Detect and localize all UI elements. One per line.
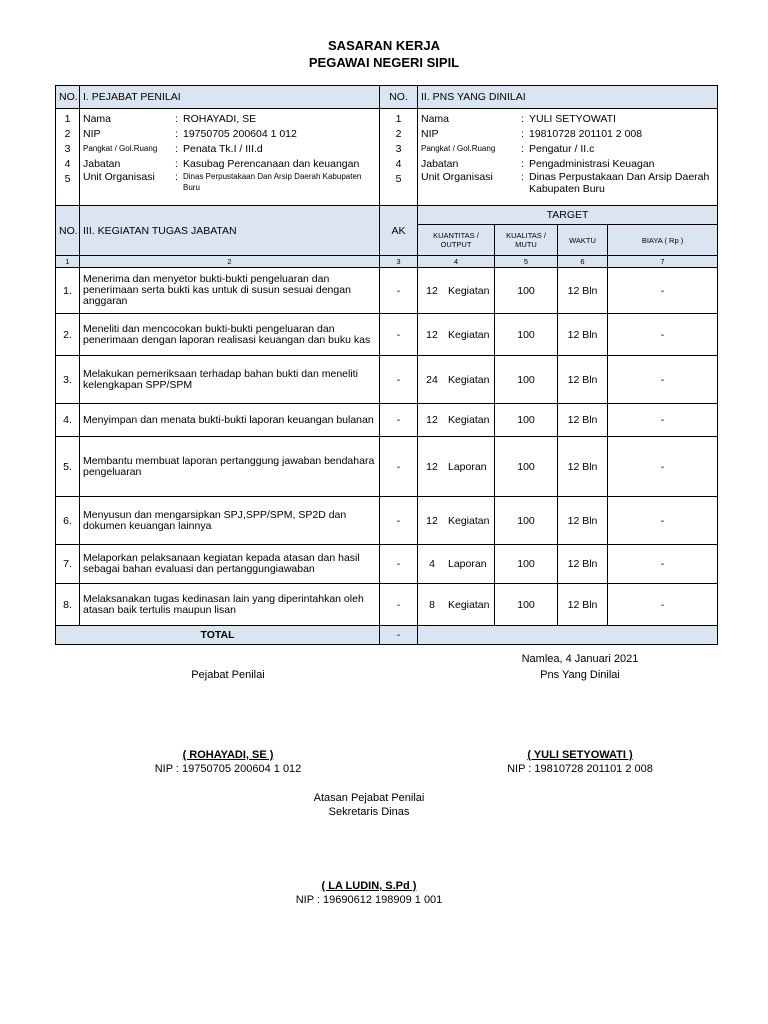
pejabat-pangkat: Penata Tk.I / III.d <box>183 142 263 155</box>
row-kuantitas <box>418 584 495 626</box>
label-jabatan: Jabatan <box>421 157 459 170</box>
table-row <box>56 356 718 404</box>
colnum-5: 5 <box>495 256 558 268</box>
row-waktu: 12 Bln <box>558 437 608 497</box>
row-qty-unit: Kegiatan <box>448 598 490 611</box>
row-ak: - <box>380 545 418 584</box>
row-no: 1. <box>56 268 80 314</box>
row-kegiatan: Melaporkan pelaksanaan kegiatan kepada atasan dan hasil sebagai bahan evaluasi dan pertanggungiawaban <box>80 545 380 584</box>
left-field-numbers: 1 2 3 4 5 <box>56 109 80 206</box>
colnum-2: 2 <box>80 256 380 268</box>
row-biaya: - <box>608 545 718 584</box>
row-qty-unit: Laporan <box>448 460 487 473</box>
atasan-role: Atasan Pejabat Penilai <box>313 792 425 804</box>
table-row <box>56 584 718 626</box>
pns-dinilai-details: Nama : YULI SETYOWATI NIP : 19810728 201101 2 008 Pangkat / Gol.Ruang : Pengatur / II.c Jabatan : Pengadministrasi Keuagan Unit Organisasi : Dinas Perpustakaan Dan Arsip Daerah Kabupaten Buru <box>418 109 718 206</box>
row-mutu: 100 <box>495 356 558 404</box>
label-pangkat: Pangkat / Gol.Ruang <box>421 144 496 153</box>
row-qty-value: 4 <box>429 558 435 570</box>
place-date: Namlea, 4 Januari 2021 <box>521 653 639 665</box>
row-waktu: 12 Bln <box>558 314 608 356</box>
pejabat-nama: ROHAYADI, SE <box>183 112 257 125</box>
row-biaya: - <box>608 404 718 437</box>
row-biaya: - <box>608 356 718 404</box>
row-no: 2. <box>56 314 80 356</box>
row-kegiatan: Melakukan pemeriksaan terhadap bahan bukti dan meneliti kelengkapan SPP/SPM <box>80 356 380 404</box>
row-qty-value: 12 <box>426 414 438 426</box>
sasaran-kerja-table <box>55 85 718 645</box>
row-biaya: - <box>608 268 718 314</box>
label-jabatan: Jabatan <box>83 157 121 170</box>
colnum-4: 4 <box>418 256 495 268</box>
row-no: 5. <box>56 437 80 497</box>
table-row <box>56 314 718 356</box>
table-row <box>56 545 718 584</box>
header-no-left: NO. <box>56 86 80 109</box>
row-biaya: - <box>608 314 718 356</box>
row-waktu: 12 Bln <box>558 404 608 437</box>
row-no: 6. <box>56 497 80 545</box>
pns-jabatan: Pengadministrasi Keuagan <box>529 157 655 170</box>
pejabat-penilai-details: Nama : ROHAYADI, SE NIP : 19750705 200604 1 012 Pangkat / Gol.Ruang : Penata Tk.I / III.d Jabatan : Kasubag Perencanaan dan keuangan Unit Organisasi : Dinas Perpustakaan Dan Arsip Daerah Kabupaten Buru <box>80 109 380 206</box>
row-qty-unit: Kegiatan <box>448 328 490 341</box>
total-label: TOTAL <box>56 626 380 645</box>
row-waktu: 12 Bln <box>558 584 608 626</box>
row-no: 3. <box>56 356 80 404</box>
header-kualitas: KUALITAS / MUTU <box>495 225 558 256</box>
row-qty-value: 12 <box>426 284 438 297</box>
table-row <box>56 404 718 437</box>
label-nip: NIP <box>83 127 101 140</box>
pejabat-jabatan: Kasubag Perencanaan dan keuangan <box>183 157 360 170</box>
pejabat-nip: 19750705 200604 1 012 <box>183 127 297 140</box>
document-title: SASARAN KERJA <box>328 38 440 53</box>
pns-nama: YULI SETYOWATI <box>529 112 616 125</box>
header-waktu: WAKTU <box>558 225 608 256</box>
row-qty-unit: Kegiatan <box>448 284 490 297</box>
row-biaya: - <box>608 584 718 626</box>
row-qty-value: 12 <box>426 514 438 527</box>
table-row <box>56 437 718 497</box>
row-kuantitas <box>418 314 495 356</box>
row-ak: - <box>380 584 418 626</box>
row-mutu: 100 <box>495 404 558 437</box>
row-kuantitas <box>418 437 495 497</box>
total-target <box>418 626 718 645</box>
pejabat-unit: Dinas Perpustakaan Dan Arsip Daerah Kabupaten Buru <box>183 172 362 192</box>
colnum-1: 1 <box>56 256 80 268</box>
row-qty-value: 12 <box>426 328 438 341</box>
label-pangkat: Pangkat / Gol.Ruang <box>83 144 158 153</box>
label-unit: Unit Organisasi <box>421 171 493 183</box>
row-ak: - <box>380 437 418 497</box>
row-mutu: 100 <box>495 584 558 626</box>
header-pns-dinilai: II. PNS YANG DINILAI <box>418 86 718 109</box>
row-ak: - <box>380 356 418 404</box>
row-kegiatan: Menyimpan dan menata bukti-bukti laporan keuangan bulanan <box>80 404 380 437</box>
left-signer-role: Pejabat Penilai <box>191 669 265 681</box>
left-signer-name: ( ROHAYADI, SE ) <box>182 749 274 761</box>
pns-pangkat: Pengatur / II.c <box>529 142 595 155</box>
left-signer-nip: NIP : 19750705 200604 1 012 <box>154 763 302 775</box>
row-no: 8. <box>56 584 80 626</box>
row-kuantitas <box>418 404 495 437</box>
pns-nip: 19810728 201101 2 008 <box>529 127 643 140</box>
row-ak: - <box>380 314 418 356</box>
atasan-name: ( LA LUDIN, S.Pd ) <box>321 880 417 892</box>
row-mutu: 100 <box>495 437 558 497</box>
row-qty-value: 12 <box>426 460 438 473</box>
colnum-3: 3 <box>380 256 418 268</box>
kegiatan-header-title: III. KEGIATAN TUGAS JABATAN <box>80 206 380 256</box>
row-waktu: 12 Bln <box>558 268 608 314</box>
pns-unit: Dinas Perpustakaan Dan Arsip Daerah Kabupaten Buru <box>529 171 710 195</box>
row-qty-value: 24 <box>426 373 438 386</box>
label-nama: Nama <box>421 112 450 125</box>
row-kegiatan: Membantu membuat laporan pertanggung jawaban bendahara pengeluaran <box>80 437 380 497</box>
row-qty-value: 8 <box>429 598 435 611</box>
right-signer-role: Pns Yang Dinilai <box>540 669 620 681</box>
row-kuantitas <box>418 268 495 314</box>
colnum-6: 6 <box>558 256 608 268</box>
label-nama: Nama <box>83 112 112 125</box>
row-kegiatan: Melaksanakan tugas kedinasan lain yang diperintahkan oleh atasan baik tertulis maupun lisan <box>80 584 380 626</box>
header-kuantitas: KUANTITAS / OUTPUT <box>418 225 495 256</box>
row-waktu: 12 Bln <box>558 497 608 545</box>
row-kuantitas <box>418 356 495 404</box>
header-pejabat-penilai: I. PEJABAT PENILAI <box>80 86 380 109</box>
row-no: 4. <box>56 404 80 437</box>
row-kuantitas <box>418 545 495 584</box>
row-mutu: 100 <box>495 545 558 584</box>
row-kuantitas <box>418 497 495 545</box>
row-mutu: 100 <box>495 497 558 545</box>
table-row <box>56 268 718 314</box>
header-no-right: NO. <box>380 86 418 109</box>
row-kegiatan: Menerima dan menyetor bukti-bukti pengeluaran dan penerimaan serta bukti kas untuk di susun sesuai dengan anggaran <box>80 268 380 314</box>
row-ak: - <box>380 268 418 314</box>
row-qty-unit: Kegiatan <box>448 373 490 386</box>
right-field-numbers: 1 2 3 4 5 <box>380 109 418 206</box>
label-nip: NIP <box>421 127 439 140</box>
row-waktu: 12 Bln <box>558 356 608 404</box>
row-no: 7. <box>56 545 80 584</box>
right-signer-name: ( YULI SETYOWATI ) <box>527 749 633 761</box>
kegiatan-header-target: TARGET <box>418 206 718 225</box>
total-ak: - <box>380 626 418 645</box>
row-mutu: 100 <box>495 314 558 356</box>
row-mutu: 100 <box>495 268 558 314</box>
row-ak: - <box>380 497 418 545</box>
label-unit: Unit Organisasi <box>83 171 155 183</box>
row-biaya: - <box>608 497 718 545</box>
row-waktu: 12 Bln <box>558 545 608 584</box>
atasan-position: Sekretaris Dinas <box>328 806 410 818</box>
document-subtitle: PEGAWAI NEGERI SIPIL <box>308 55 460 70</box>
atasan-nip: NIP : 19690612 198909 1 001 <box>295 894 443 906</box>
row-qty-unit: Kegiatan <box>448 414 490 426</box>
kegiatan-header-no: NO. <box>56 206 80 256</box>
header-biaya: BIAYA ( Rp ) <box>608 225 718 256</box>
row-qty-unit: Laporan <box>448 558 487 570</box>
colnum-7: 7 <box>608 256 718 268</box>
kegiatan-header-ak: AK <box>380 206 418 256</box>
row-kegiatan: Meneliti dan mencocokan bukti-bukti pengeluaran dan penerimaan dengan laporan realisasi keuangan dan buku kas <box>80 314 380 356</box>
row-kegiatan: Menyusun dan mengarsipkan SPJ,SPP/SPM, SP2D dan dokumen keuangan lainnya <box>80 497 380 545</box>
row-biaya: - <box>608 437 718 497</box>
row-ak: - <box>380 404 418 437</box>
right-signer-nip: NIP : 19810728 201101 2 008 <box>507 763 653 775</box>
table-row <box>56 497 718 545</box>
row-qty-unit: Kegiatan <box>448 514 490 527</box>
